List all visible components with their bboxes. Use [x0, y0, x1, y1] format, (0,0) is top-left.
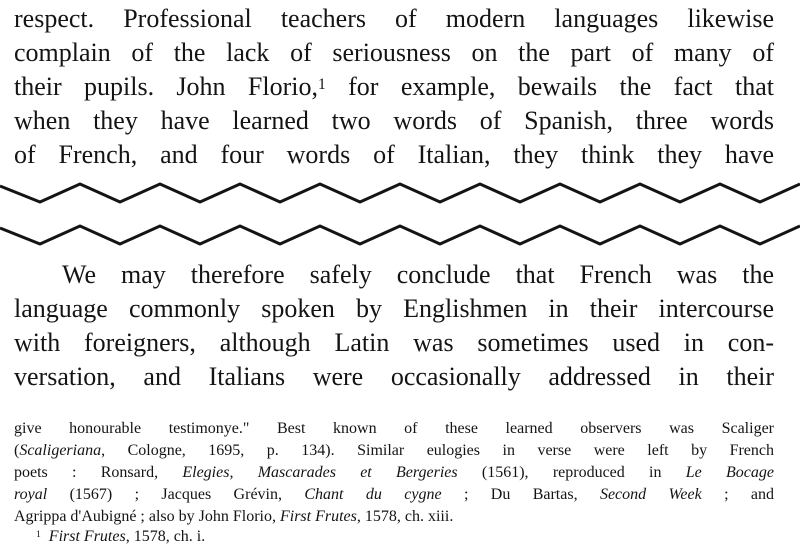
- footnote-line: royal (1567) ; Jacques Grévin, Chant du cygne ; Du Bartas, Second Week ; and: [14, 486, 775, 503]
- text-line: We may therefore safely conclude that French was the: [62, 260, 774, 289]
- text-line: when they have learned two words of Spanish, three words: [14, 106, 774, 135]
- text-line: with foreigners, although Latin was sometimes used in con-: [14, 328, 774, 357]
- text-line: respect. Professional teachers of modern languages likewise: [14, 4, 774, 33]
- zigzag-line-upper: [0, 184, 800, 202]
- footnote-line: Agrippa d'Aubigné ; also by John Florio, First Frutes, 1578, ch. xiii.: [14, 508, 454, 525]
- text-line: versation, and Italians were occasionally addressed in their: [14, 362, 774, 391]
- zigzag-line-lower: [0, 226, 800, 244]
- footnote-line: (Scaligeriana, Cologne, 1695, p. 134). Similar eulogies in verse were left by French: [14, 442, 774, 459]
- text-line: their pupils. John Florio,$^1$ for example, bewails the fact that: [14, 72, 774, 101]
- footnote-1: $^1$ First Frutes, 1578, ch. i.: [36, 528, 206, 545]
- footnote-reference: 1: [317, 76, 326, 93]
- footnote-line: give honourable testimonye." Best known of these learned observers was Scaliger: [14, 420, 774, 437]
- footnote-mark: 1: [36, 529, 41, 540]
- text-line: language commonly spoken by Englishmen in their intercourse: [14, 294, 774, 323]
- footnote-line: poets : Ronsard, Elegies, Mascarades et Bergeries (1561), reproduced in Le Bocage: [14, 464, 775, 481]
- text-line: complain of the lack of seriousness on the part of many of: [14, 38, 774, 67]
- zigzag-break: [0, 168, 800, 248]
- text-line: of French, and four words of Italian, they think they have: [14, 140, 774, 169]
